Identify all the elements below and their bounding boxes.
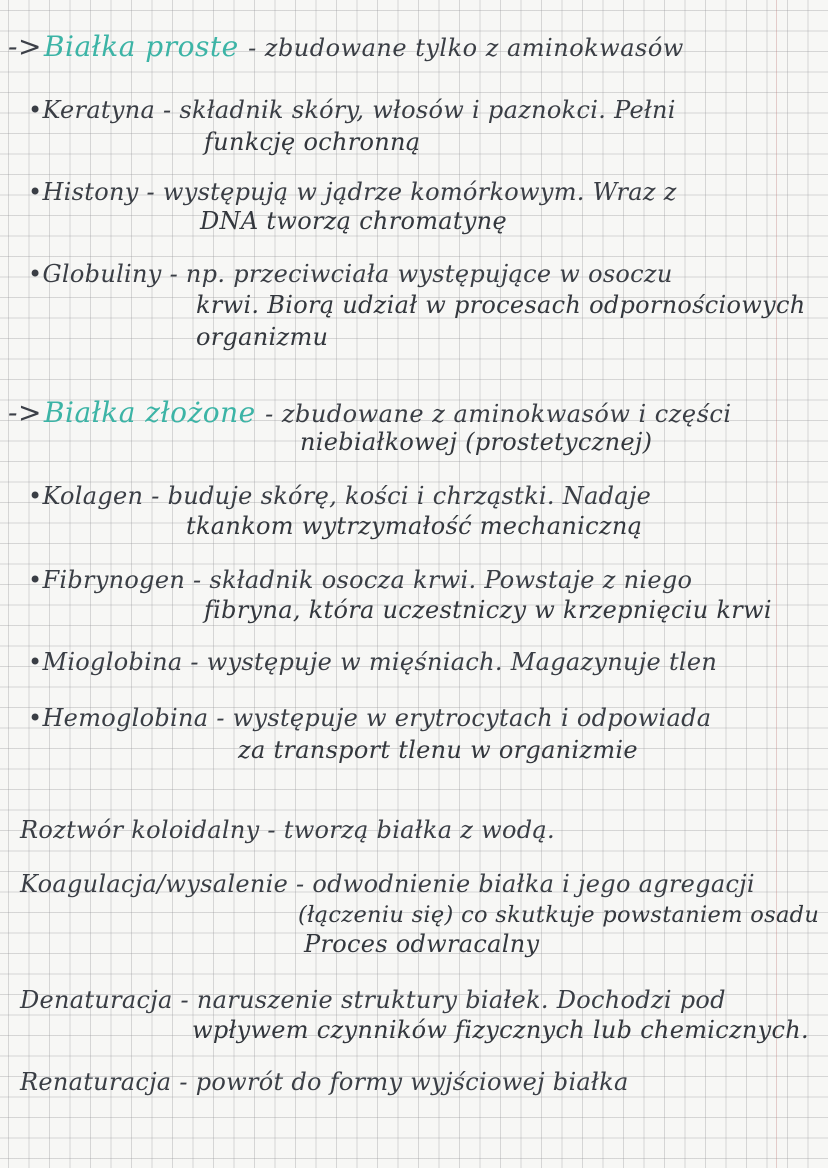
definition-continuation: Proces odwracalny <box>304 930 540 958</box>
item-term: •Hemoglobina <box>28 704 209 732</box>
item-continuation: organizmu <box>196 323 329 351</box>
item-definition: - składnik osocza krwi. Powstaje z niego <box>193 566 693 594</box>
section-heading-simple-proteins <box>8 30 684 63</box>
item-term: •Fibrynogen <box>28 566 186 594</box>
definition-row <box>20 870 755 898</box>
heading-definition: - zbudowane z aminokwasów i części <box>265 400 732 428</box>
definition-row <box>20 986 726 1014</box>
section-heading-complex-proteins <box>8 396 732 429</box>
item-term: •Keratyna <box>28 96 156 124</box>
list-item <box>28 482 651 510</box>
arrow-icon: -> <box>8 30 42 63</box>
list-item <box>28 96 676 124</box>
heading-definition: - zbudowane tylko z aminokwasów <box>248 34 684 62</box>
item-definition: - składnik skóry, włosów i paznokci. Pełni <box>163 96 676 124</box>
item-definition: - występuje w erytrocytach i odpowiada <box>216 704 712 732</box>
item-continuation: fibryna, która uczestniczy w krzepnięciu krwi <box>204 596 772 624</box>
heading-title: Białka proste <box>43 30 239 63</box>
definition-term: Koagulacja/wysalenie <box>20 870 289 898</box>
definition-text: - tworzą białka z wodą. <box>267 816 555 844</box>
item-definition: - występuje w mięśniach. Magazynuje tlen <box>190 648 718 676</box>
definition-term: Renaturacja <box>20 1068 172 1096</box>
definition-continuation: (łączeniu się) co skutkuje powstaniem osadu <box>298 902 820 928</box>
definition-continuation: wpływem czynników fizycznych lub chemicznych. <box>192 1016 809 1044</box>
definition-text: - odwodnienie białka i jego agregacji <box>296 870 755 898</box>
definition-row <box>20 816 555 844</box>
list-item <box>28 566 692 594</box>
item-continuation: krwi. Biorą udział w procesach odpornościowych <box>196 291 806 319</box>
item-definition: - np. przeciwciała występujące w osoczu <box>169 260 673 288</box>
list-item <box>28 704 711 732</box>
definition-text: - powrót do formy wyjściowej białka <box>179 1068 629 1096</box>
definition-row <box>20 1068 629 1096</box>
heading-title: Białka złożone <box>43 396 256 429</box>
item-definition: - występują w jądrze komórkowym. Wraz z <box>146 178 677 206</box>
margin-line <box>776 0 777 1168</box>
definition-term: Denaturacja <box>20 986 173 1014</box>
arrow-icon: -> <box>8 396 42 429</box>
list-item <box>28 178 677 206</box>
item-term: •Mioglobina <box>28 648 183 676</box>
heading-continuation: niebiałkowej (prostetycznej) <box>300 428 653 456</box>
definition-term: Roztwór koloidalny <box>20 816 260 844</box>
list-item <box>28 648 717 676</box>
definition-text: - naruszenie struktury białek. Dochodzi pod <box>180 986 726 1014</box>
item-continuation: tkankom wytrzymałość mechaniczną <box>186 512 643 540</box>
list-item <box>28 260 673 288</box>
item-definition: - buduje skórę, kości i chrząstki. Nadaje <box>151 482 652 510</box>
item-term: •Histony <box>28 178 139 206</box>
item-continuation: za transport tlenu w organizmie <box>238 736 638 764</box>
item-continuation: DNA tworzą chromatynę <box>200 207 507 235</box>
item-continuation: funkcję ochronną <box>204 128 421 156</box>
item-term: •Kolagen <box>28 482 144 510</box>
item-term: •Globuliny <box>28 260 162 288</box>
